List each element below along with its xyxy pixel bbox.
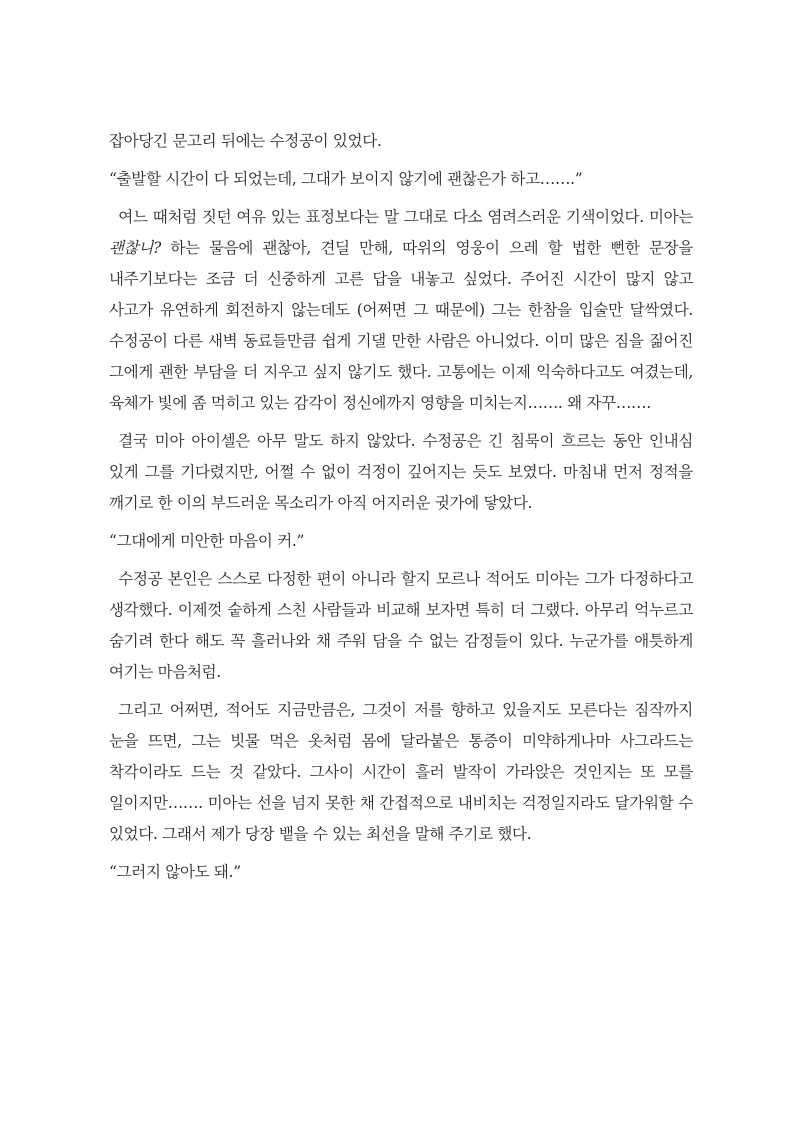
paragraph-2-part-b: 하는 물음에 괜찮아, 견딜 만해, 따위의 영웅이 으레 할 법한 뻔한 문장을 내주기보다는 조금 더 신중하게 고른 답을 내놓고 싶었다. 주어진 시간이 많지 않고 사고가 유연하게 회전하지 않는데도 (어쩌면 그 때문에) 그는 한참을 입술만 달싹였다. 수정공이 다른 새벽 동료들만큼 쉽게 기댈 만한 사람은 아니었다. 이미 많은 짐을 짊어진 그에게 괜한 부담을 더 지우고 싶지 않기도 했다. 고통에는 이제 익숙하다고도 여겼는데, 육체가 빛에 좀 먹히고 있는 감각이 정신에까지 영향을 미치는지……. 왜 자꾸…….	[109, 239, 693, 412]
dialogue-1: “출발할 시간이 다 되었는데, 그대가 보이지 않기에 괜찮은가 하고…….”	[109, 170, 583, 188]
italic-question: 괜찮니?	[109, 239, 162, 257]
paragraph-3: 결국 미아 아이셀은 아무 말도 하지 않았다. 수정공은 긴 침묵이 흐르는 동안 인내심 있게 그를 기다렸지만, 어쩔 수 없이 걱정이 깊어지는 듯도 보였다. 마침내 먼저 정적을 깨기로 한 이의 부드러운 목소리가 아직 어지러운 귓가에 닿았다.	[109, 432, 693, 512]
paragraph-2-part-a: 여느 때처럼 짓던 여유 있는 표정보다는 말 그대로 다소 염려스러운 기색이었다. 미아는	[118, 208, 693, 226]
paragraph-1: 잡아당긴 문고리 뒤에는 수정공이 있었다.	[109, 132, 382, 150]
story-text	[109, 126, 693, 888]
paragraph-2	[109, 202, 693, 419]
dialogue-3: “그러지 않아도 돼.”	[109, 863, 241, 881]
paragraph-4: 수정공 본인은 스스로 다정한 편이 아니라 할지 모르나 적어도 미아는 그가 다정하다고 생각했다. 이제껏 숱하게 스친 사람들과 비교해 보자면 특히 더 그랬다. 아무리 억누르고 숨기려 한다 해도 꼭 흘러나와 채 주워 담을 수 없는 감정들이 있다. 누군가를 애틋하게 여기는 마음처럼.	[109, 570, 693, 681]
paragraph-5: 그리고 어쩌면, 적어도 지금만큼은, 그것이 저를 향하고 있을지도 모른다는 짐작까지 눈을 뜨면, 그는 빗물 먹은 옷처럼 몸에 달라붙은 통증이 미약하게나마 사그라드는 착각이라도 드는 것 같았다. 그사이 시간이 흘러 발작이 가라앉은 것인지는 또 모를 일이지만……. 미아는 선을 넘지 못한 채 간접적으로 내비치는 걱정일지라도 달가워할 수 있었다. 그래서 제가 당장 뱉을 수 있는 최선을 말해 주기로 했다.	[109, 701, 693, 843]
dialogue-2: “그대에게 미안한 마음이 커.”	[109, 532, 305, 550]
